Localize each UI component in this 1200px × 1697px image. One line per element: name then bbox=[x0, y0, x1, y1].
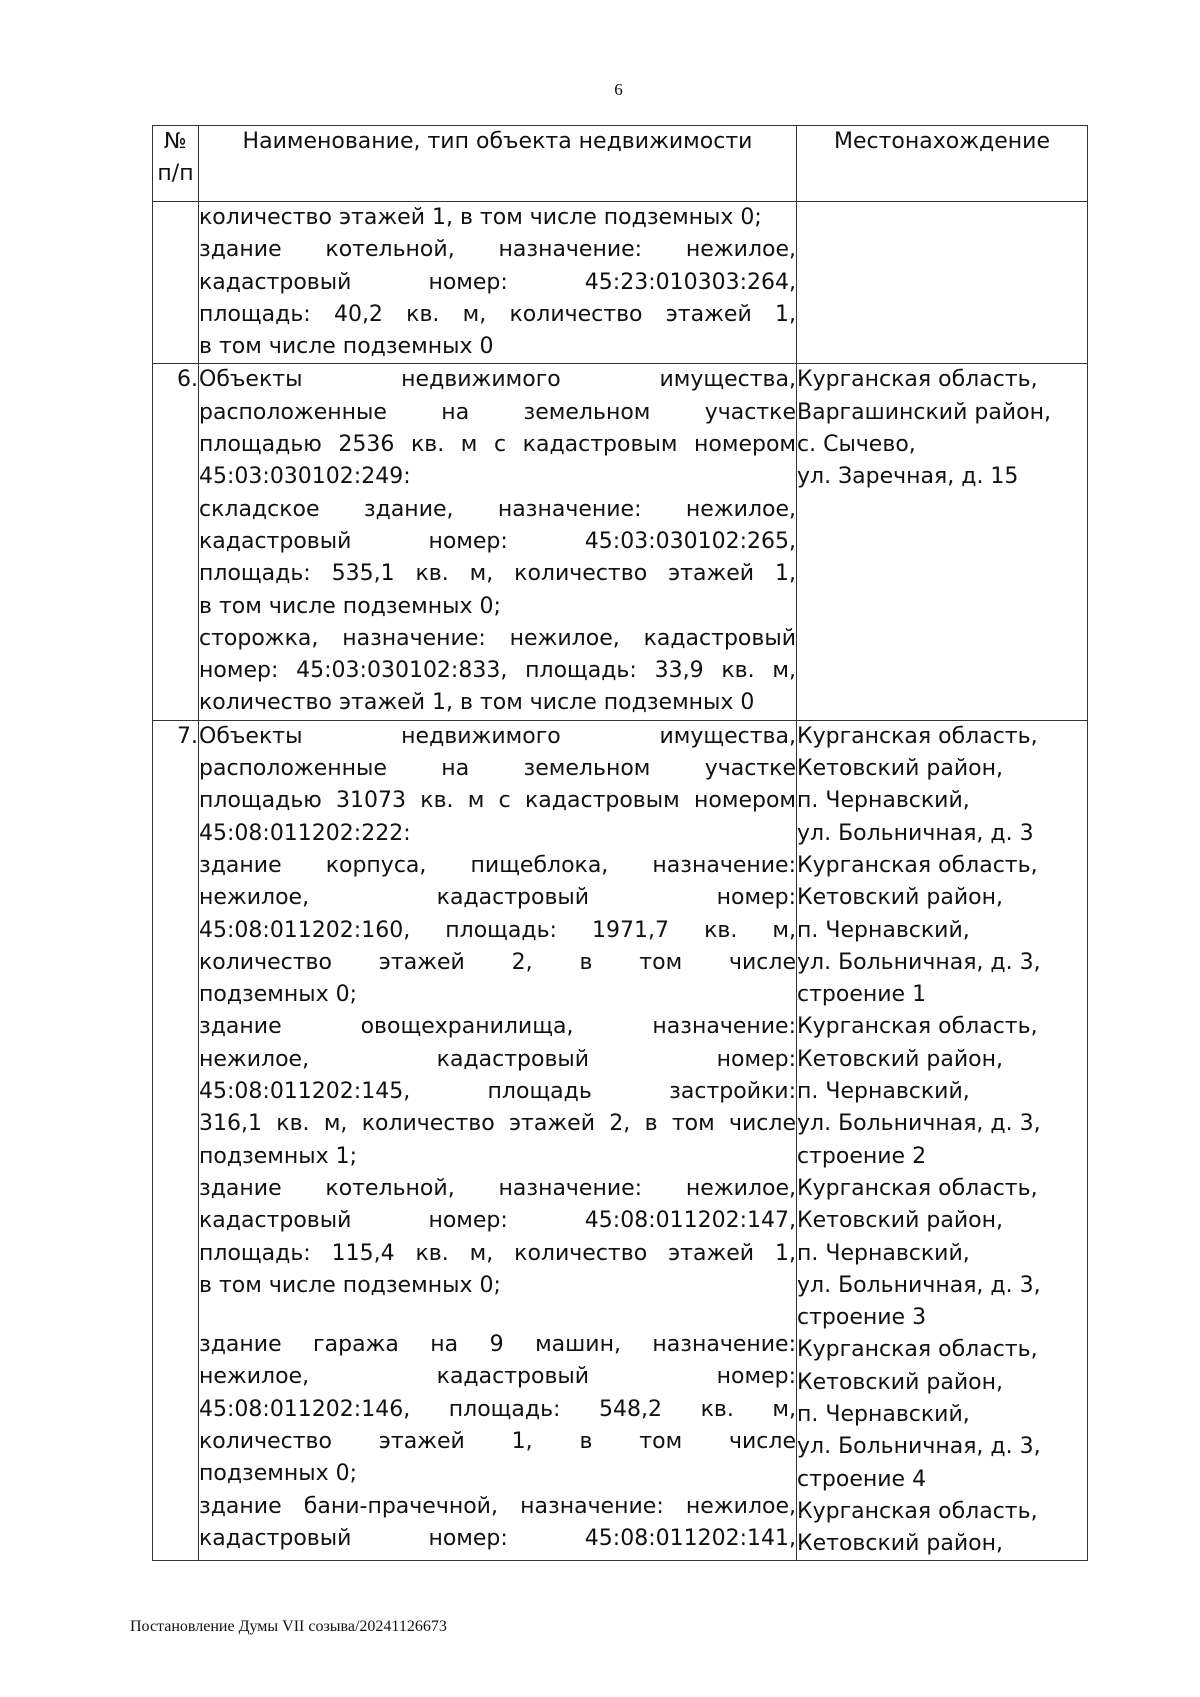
location-line: ул. Больничная, д. 3, bbox=[797, 949, 1041, 975]
location-line: Курганская область, bbox=[797, 852, 1038, 878]
name-line: здание котельной, назначение: нежилое, bbox=[199, 237, 796, 263]
location-line: Кетовский район, bbox=[797, 1208, 1003, 1234]
name-line: подземных 0; bbox=[199, 1461, 358, 1487]
name-cell bbox=[199, 202, 797, 364]
header-name: Наименование, тип объекта недвижимости bbox=[199, 126, 797, 202]
name-line: номер: 45:03:030102:833, площадь: 33,9 кв. м, bbox=[199, 658, 796, 684]
table-row bbox=[153, 720, 1088, 1561]
name-line: здание бани-прачечной, назначение: нежилое, bbox=[199, 1493, 796, 1519]
name-line: кадастровый номер: 45:08:011202:147, bbox=[199, 1208, 796, 1234]
name-line: 45:08:011202:222: bbox=[199, 820, 411, 846]
name-line: здание овощехранилища, назначение: bbox=[199, 1014, 796, 1040]
name-line: 45:08:011202:145, площадь застройки: bbox=[199, 1079, 796, 1105]
location-line: Кетовский район, bbox=[797, 1531, 1003, 1557]
name-line: 316,1 кв. м, количество этажей 2, в том числе bbox=[199, 1111, 796, 1137]
name-line: Объекты недвижимого имущества, bbox=[199, 367, 796, 393]
location-line: ул. Больничная, д. 3, bbox=[797, 1111, 1041, 1137]
name-line: подземных 1; bbox=[199, 1143, 358, 1169]
name-line: 45:03:030102:249: bbox=[199, 464, 411, 490]
property-table bbox=[152, 125, 1088, 1561]
header-number bbox=[153, 126, 199, 202]
name-line: площадь: 535,1 кв. м, количество этажей 1, bbox=[199, 561, 796, 587]
location-line: ул. Заречная, д. 15 bbox=[797, 464, 1019, 490]
name-line: здание котельной, назначение: нежилое, bbox=[199, 1175, 796, 1201]
name-line: нежилое, кадастровый номер: bbox=[199, 1046, 796, 1072]
page-number: 6 bbox=[614, 80, 623, 99]
name-line: площадь: 40,2 кв. м, количество этажей 1, bbox=[199, 301, 796, 327]
name-line: нежилое, кадастровый номер: bbox=[199, 1364, 796, 1390]
location-line: п. Чернавский, bbox=[797, 917, 970, 943]
location-cell bbox=[797, 202, 1088, 364]
location-line: ул. Больничная, д. 3, bbox=[797, 1434, 1041, 1460]
location-line: Кетовский район, bbox=[797, 756, 1003, 782]
row-number: 6. bbox=[153, 364, 199, 720]
location-line: п. Чернавский, bbox=[797, 788, 970, 814]
location-line: Курганская область, bbox=[797, 1175, 1038, 1201]
location-line: п. Чернавский, bbox=[797, 1079, 970, 1105]
table-row bbox=[153, 364, 1088, 720]
name-line: количество этажей 1, в том числе подземных 0; bbox=[199, 205, 762, 230]
name-line: здание корпуса, пищеблока, назначение: bbox=[199, 852, 796, 878]
name-line-spacer bbox=[199, 1302, 796, 1329]
name-line: расположенные на земельном участке bbox=[199, 756, 796, 782]
table-row-continuation bbox=[153, 202, 1088, 364]
location-line: Курганская область, bbox=[797, 1337, 1038, 1363]
name-line: сторожка, назначение: нежилое, кадастровый bbox=[199, 625, 796, 651]
name-line: складское здание, назначение: нежилое, bbox=[199, 496, 796, 522]
name-line: кадастровый номер: 45:03:030102:265, bbox=[199, 528, 796, 554]
name-cell bbox=[199, 720, 797, 1561]
name-line: площадь: 115,4 кв. м, количество этажей 1, bbox=[199, 1240, 796, 1266]
location-line: Кетовский район, bbox=[797, 1046, 1003, 1072]
row-number-cell bbox=[153, 202, 199, 364]
name-line: кадастровый номер: 45:23:010303:264, bbox=[199, 269, 796, 295]
location-line: с. Сычево, bbox=[797, 432, 916, 458]
document-footer: Постановление Думы VII созыва/20241126673 bbox=[130, 1618, 447, 1635]
name-line: количество этажей 1, в том числе подземных 0 bbox=[199, 690, 755, 716]
name-line: нежилое, кадастровый номер: bbox=[199, 885, 796, 911]
location-line: п. Чернавский, bbox=[797, 1401, 970, 1427]
location-line: Кетовский район, bbox=[797, 1369, 1003, 1395]
table-header-row bbox=[153, 126, 1088, 202]
name-line: количество этажей 2, в том числе bbox=[199, 949, 796, 975]
name-line: 45:08:011202:146, площадь: 548,2 кв. м, bbox=[199, 1396, 796, 1422]
name-line: расположенные на земельном участке bbox=[199, 399, 796, 425]
name-line: площадью 31073 кв. м с кадастровым номером bbox=[199, 788, 796, 814]
name-line: количество этажей 1, в том числе bbox=[199, 1428, 796, 1454]
header-number-symbol: № bbox=[164, 129, 187, 154]
location-line: строение 2 bbox=[797, 1143, 927, 1169]
location-line: строение 3 bbox=[797, 1305, 927, 1331]
header-number-abbr: п/п bbox=[157, 161, 194, 187]
location-line: п. Чернавский, bbox=[797, 1240, 970, 1266]
name-line: здание гаража на 9 машин, назначение: bbox=[199, 1332, 796, 1358]
name-line: в том числе подземных 0; bbox=[199, 593, 501, 619]
name-line: в том числе подземных 0; bbox=[199, 1272, 501, 1298]
location-cell bbox=[797, 364, 1088, 720]
location-line: Курганская область, bbox=[797, 1498, 1038, 1524]
location-line: строение 1 bbox=[797, 982, 927, 1008]
name-line: кадастровый номер: 45:08:011202:141, bbox=[199, 1525, 796, 1551]
name-line: Объекты недвижимого имущества, bbox=[199, 723, 796, 749]
location-line: Курганская область, bbox=[797, 1014, 1038, 1040]
location-line: Кетовский район, bbox=[797, 885, 1003, 911]
location-line: ул. Больничная, д. 3, bbox=[797, 1272, 1041, 1298]
row-number: 7. bbox=[153, 720, 199, 1561]
name-cell bbox=[199, 364, 797, 720]
location-line: Курганская область, bbox=[797, 367, 1038, 393]
name-line: площадью 2536 кв. м с кадастровым номером bbox=[199, 432, 796, 458]
location-line: строение 4 bbox=[797, 1466, 927, 1492]
name-line: в том числе подземных 0 bbox=[199, 334, 494, 360]
location-line: Варгашинский район, bbox=[797, 399, 1051, 425]
location-cell bbox=[797, 720, 1088, 1561]
header-location: Местонахождение bbox=[797, 126, 1088, 202]
name-line: 45:08:011202:160, площадь: 1971,7 кв. м, bbox=[199, 917, 796, 943]
location-line: Курганская область, bbox=[797, 723, 1038, 749]
location-line: ул. Больничная, д. 3 bbox=[797, 820, 1034, 846]
name-line: подземных 0; bbox=[199, 982, 358, 1008]
